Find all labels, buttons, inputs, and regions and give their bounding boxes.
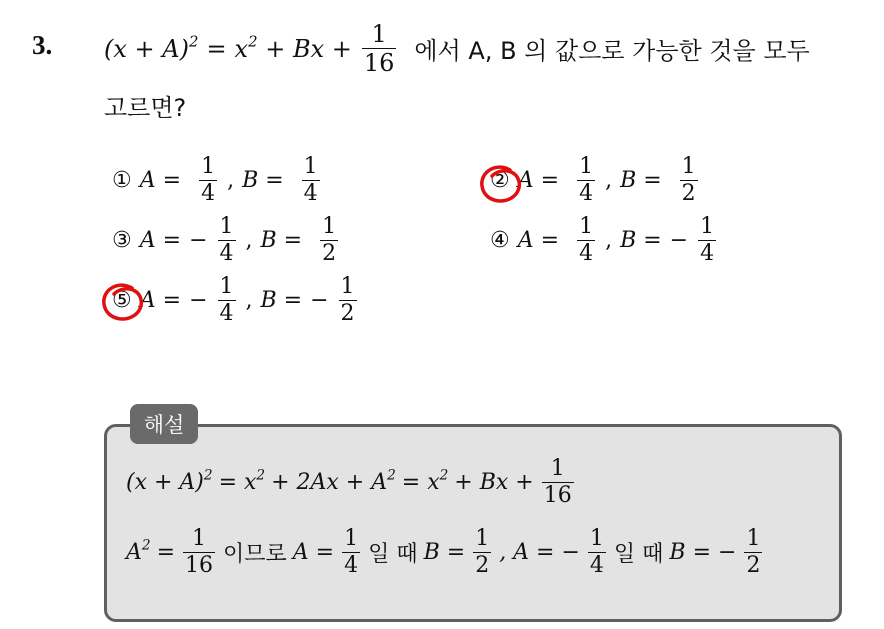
- option-2[interactable]: ② A = $\frac{1}{4}$ , B = $\frac{1}{2}$: [490, 154, 696, 206]
- option-3[interactable]: ③ A = − $\frac{1}{4}$ , B = $\frac{1}{2}$: [112, 214, 337, 266]
- option-5-a-label: A =: [139, 288, 182, 313]
- option-4-a-label: A =: [517, 228, 560, 253]
- question-stem-line2: 고르면?: [104, 94, 187, 122]
- option-3-b-label: B =: [260, 228, 303, 253]
- option-4-b-frac: $\frac{1}{4}$: [700, 214, 715, 266]
- stem-lhs: $(x + A)^2$: [104, 32, 199, 63]
- option-5[interactable]: ⑤ A = − $\frac{1}{4}$ , B = − $\frac{1}{2}$: [112, 274, 355, 326]
- stem-eq: =: [206, 34, 227, 63]
- question-stem-line1: [104, 22, 810, 75]
- option-2-b-label: B =: [620, 168, 662, 193]
- question-number: 3.: [32, 30, 53, 60]
- option-4-b-sign: −: [669, 228, 689, 253]
- option-1-marker: ①: [112, 168, 132, 193]
- stem-text: 에서 A, B 의 값으로 가능한 것을 모두: [414, 37, 810, 65]
- option-1[interactable]: ① A = $\frac{1}{4}$ , B = $\frac{1}{4}$: [112, 154, 318, 206]
- option-2-a-frac: $\frac{1}{4}$: [579, 154, 594, 206]
- option-5-marker: ⑤: [112, 288, 132, 313]
- solution-line-1: $(x + A)^2$ = $x^2$ + $2Ax + A^2$ = $x^2$ + Bx + $\frac{1}{16}$: [126, 456, 572, 508]
- option-1-b-label: B =: [242, 168, 284, 193]
- option-3-a-frac: $\frac{1}{4}$: [219, 214, 234, 266]
- option-1-a-frac: $\frac{1}{4}$: [201, 154, 216, 206]
- option-4[interactable]: ④ A = $\frac{1}{4}$ , B = − $\frac{1}{4}$: [490, 214, 715, 266]
- option-5-a-frac: $\frac{1}{4}$: [219, 274, 234, 326]
- option-5-b-label: B =: [260, 288, 303, 313]
- stem-fraction: $\frac{1}{16}$: [363, 20, 395, 77]
- option-4-marker: ④: [490, 228, 510, 253]
- option-2-a-label: A =: [517, 168, 560, 193]
- option-3-a-label: A =: [139, 228, 182, 253]
- option-1-a-label: A =: [139, 168, 182, 193]
- solution-box: [104, 424, 842, 622]
- option-4-b-label: B =: [620, 228, 662, 253]
- solution-tag: 해설: [130, 404, 198, 444]
- option-5-b-frac: $\frac{1}{2}$: [340, 274, 355, 326]
- option-4-a-frac: $\frac{1}{4}$: [579, 214, 594, 266]
- option-2-marker: ②: [490, 168, 510, 193]
- option-3-b-frac: $\frac{1}{2}$: [322, 214, 337, 266]
- stem-rhs: $x^2 + Bx$ +: [234, 32, 352, 63]
- solution-line-2: $A^2$ = $\frac{1}{16}$ 이므로 A = $\frac{1}{4}$ 일 때 B = $\frac{1}{2}$ , A = − $\frac{1}{4}$ 일 때 B = − $\frac{1}{2}$: [126, 526, 761, 578]
- option-5-b-sign: −: [310, 288, 329, 313]
- solution-line1-frac: $\frac{1}{16}$: [543, 456, 572, 508]
- option-1-b-frac: $\frac{1}{4}$: [303, 154, 318, 206]
- option-3-a-sign: −: [189, 228, 208, 253]
- option-3-marker: ③: [112, 228, 132, 253]
- option-5-a-sign: −: [189, 288, 208, 313]
- option-2-b-frac: $\frac{1}{2}$: [681, 154, 696, 206]
